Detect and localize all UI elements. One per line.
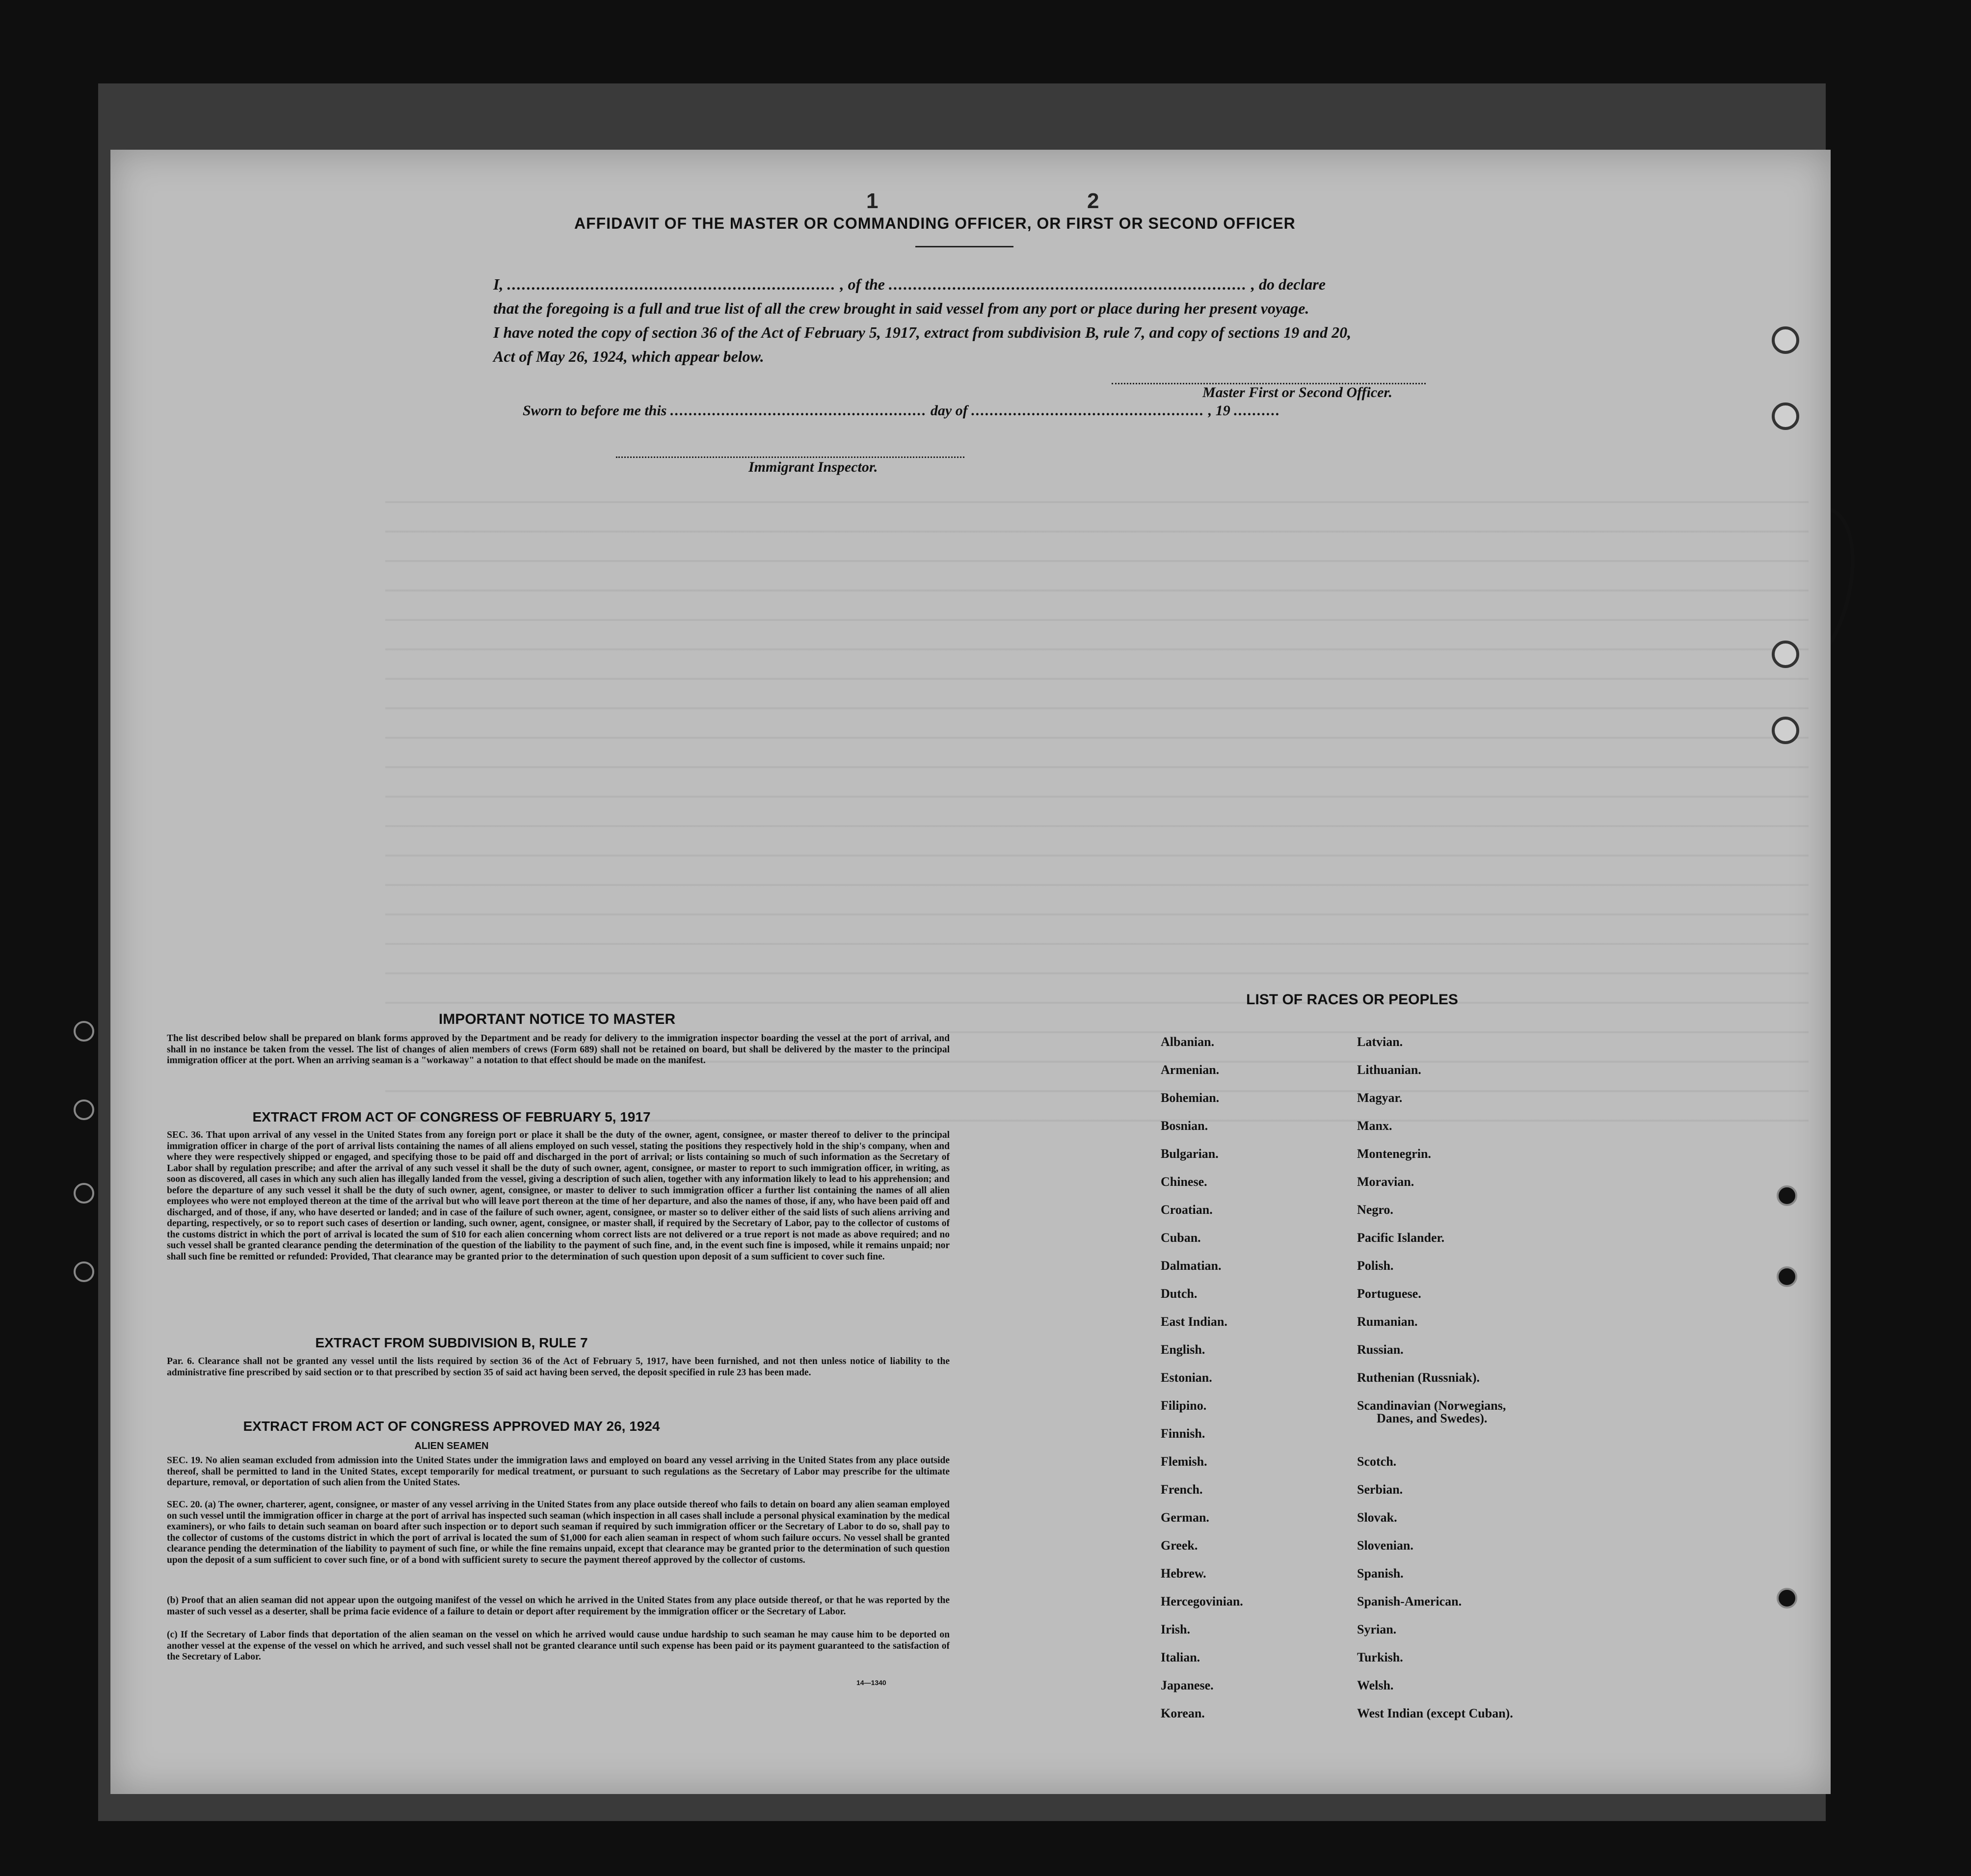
race-item: Welsh.: [1357, 1678, 1394, 1692]
race-item: Korean.: [1161, 1706, 1205, 1720]
race-item: Dutch.: [1161, 1286, 1198, 1301]
race-item: Hercegovinian.: [1161, 1594, 1243, 1608]
sworn-month-blank[interactable]: ..................................................: [971, 402, 1205, 419]
notice-title: IMPORTANT NOTICE TO MASTER: [438, 1011, 676, 1027]
race-item: Serbian.: [1357, 1482, 1403, 1497]
inspector-signature-line[interactable]: [616, 456, 964, 458]
page-mark-left: 1: [866, 189, 879, 213]
name-blank[interactable]: ...................................................................: [507, 275, 836, 293]
affidavit-line-1: [493, 272, 1455, 296]
punch-hole: [74, 1261, 94, 1282]
race-item: Magyar.: [1357, 1091, 1403, 1105]
race-item: German.: [1161, 1510, 1209, 1525]
race-item: Flemish.: [1161, 1454, 1207, 1469]
race-item: West Indian (except Cuban).: [1357, 1706, 1513, 1720]
rule7-heading: EXTRACT FROM SUBDIVISION B, RULE 7: [315, 1335, 588, 1350]
sworn-line: [523, 402, 1280, 419]
race-item: Bohemian.: [1161, 1091, 1220, 1105]
sworn-year: , 19: [1208, 402, 1230, 419]
punch-hole: [74, 1099, 94, 1120]
affidavit-line-2: that the foregoing is a full and true list of all the crew brought in said vessel from any port or place during her present voyage.: [493, 299, 1309, 317]
race-item: Hebrew.: [1161, 1566, 1206, 1581]
race-item: Polish.: [1357, 1259, 1394, 1273]
race-item: Latvian.: [1357, 1035, 1403, 1049]
sec-20a-text: SEC. 20. (a) The owner, charterer, agent, consignee, or master of any vessel arriving in the United States from any place outside thereof who fails to detain on board any alien seaman employed on such vessel until the immigration officer in charge at the port of arrival has inspected such seaman (which inspection in all cases shall include a personal physical examination by the medical examiners), or who fails to detain such seaman on board after such inspection or to deport such seaman if required by such immigration officer or the Secretary of Labor to do so, shall pay to the collector of customs of the customs district in which the port of arrival is located the sum of $1,000 for each alien seaman in respect of whom such failure occurs. No vessel shall be granted clearance pending the determination of the liability to payment of such fine, or while the fine remains unpaid, except that clearance may be granted prior to the determination of such question upon the deposit of a sum sufficient to cover such fine, or of a bond with sufficient surety to secure the payment thereof approved by the collector of customs.: [167, 1500, 950, 1565]
race-item: Greek.: [1161, 1538, 1198, 1553]
punch-hole: [1777, 1588, 1797, 1608]
extract-1917-text: SEC. 36. That upon arrival of any vessel in the United States from any foreign port or place it shall be the duty of the owner, agent, consignee, or master thereof to deliver to the principal immigration officer in charge of the port of arrival lists containing the names of all aliens employed on such vessel, stating the positions they respectively hold in the ship's company, when and where they were respectively shipped or engaged, and specifying those to be paid off and discharged in the port of arrival; or lists containing so much of such information as the Secretary of Labor shall by regulation prescribe; and after the arrival of any such vessel it shall be the duty of such owner, agent, consignee, or master to report to such immigration officer, in writing, as soon as discovered, all cases in which any such alien has illegally landed from the vessel, giving a description of such alien, together with any information likely to lead to his apprehension; and before the departure of any such vessel it shall be the duty of such owner, agent, consignee, or master to deliver to such immigration officer a further list containing the names of all alien employees who were not employed thereon at the time of the arrival but who will leave port thereon at the time of her departure, and also the names of those, if any, who have been paid off and discharged, and of those, if any, who have deserted or landed; and in case of the failure of such owner, agent, consignee, or master so to deliver either of the said lists of such aliens arriving and departing, respectively, or so to report such cases of desertion or landing, such owner, agent, consignee, or master shall, if required by the Secretary of Labor, pay to the collector of customs of the customs district in which the port of arrival is located the sum of $10 for each alien concerning whom correct lists are not delivered or a true report is not made as above required; and no such vessel shall be granted clearance pending the determination of the question of the liability to the payment of such fine, and, in the event such fine is imposed, while it remains unpaid; nor shall such fine be remitted or refunded: Provided, That clearance may be granted prior to the determination of such question upon deposit of a sum sufficient to cover such fine.: [167, 1130, 950, 1262]
race-item: Cuban.: [1161, 1231, 1201, 1245]
affidavit-body: [493, 272, 1455, 369]
sec-19-text: SEC. 19. No alien seaman excluded from admission into the United States under the immigration laws and employed on board any vessel arriving in the United States from any place outside thereof, shall be permitted to land in the United States, except temporarily for medical treatment, or pursuant to such regulations as the Secretary of Labor may prescribe for the ultimate departure, removal, or deportation of such alien from the United States.: [167, 1455, 950, 1488]
form-page: [110, 150, 1831, 1794]
sworn-day-of: day of: [930, 402, 968, 419]
race-item: Slovak.: [1357, 1510, 1397, 1525]
race-item: Japanese.: [1161, 1678, 1214, 1692]
vessel-blank[interactable]: .........................................................................: [889, 275, 1247, 293]
race-item: Spanish.: [1357, 1566, 1404, 1581]
race-item: French.: [1161, 1482, 1203, 1497]
races-list-left: [1161, 1036, 1243, 1735]
race-item: Russian.: [1357, 1342, 1404, 1357]
race-item: Italian.: [1161, 1650, 1200, 1664]
sworn-prefix: Sworn to before me this: [523, 402, 667, 419]
extract-1917-heading: EXTRACT FROM ACT OF CONGRESS OF FEBRUARY 5, 1917: [252, 1109, 651, 1125]
race-item: Negro.: [1357, 1203, 1393, 1217]
affidavit-line-3: I have noted the copy of section 36 of the Act of February 5, 1917, extract from subdivision B, rule 7, and copy of sections 19 and 20,: [493, 323, 1352, 341]
sec-20b-text: (b) Proof that an alien seaman did not appear upon the outgoing manifest of the vessel on which he arrived in the United States from any place outside thereof, or that he was reported by the master of such vessel as a deserter, shall be prima facie evidence of a failure to detain or deport after requirement by the immigration officer or the Secretary of Labor.: [167, 1595, 950, 1617]
binder-ring: [1772, 717, 1799, 744]
race-item-line: Danes, and Swedes).: [1377, 1411, 1488, 1425]
race-item: Manx.: [1357, 1119, 1392, 1133]
race-item: Finnish.: [1161, 1426, 1205, 1441]
race-item: Dalmatian.: [1161, 1259, 1222, 1273]
binder-ring: [1772, 402, 1799, 430]
binder-ring: [1772, 641, 1799, 668]
race-item: Albanian.: [1161, 1035, 1215, 1049]
rule7-text: Par. 6. Clearance shall not be granted any vessel until the lists required by section 36 of the Act of February 5, 1917, have been furnished, and not then unless notice of liability to the administrative fine prescribed by said section or to that prescribed by section 35 of said act having been served, the deposit specified in rule 23 has been made.: [167, 1356, 950, 1378]
sec-20c-text: (c) If the Secretary of Labor finds that deportation of the alien seaman on the vessel on which he arrived would cause undue hardship to such seaman he may cause him to be deported on another vessel at the expense of the vessel on which he arrived, and such vessel shall not be granted clearance until such expense has been paid or its payment guaranteed to the satisfaction of the Secretary of Labor.: [167, 1630, 950, 1662]
race-item: Chinese.: [1161, 1175, 1207, 1189]
race-item: Montenegrin.: [1357, 1147, 1431, 1161]
race-item: Spanish-American.: [1357, 1594, 1462, 1608]
affidavit-of-the: , of the: [840, 275, 885, 293]
race-item: Portuguese.: [1357, 1286, 1421, 1301]
race-item: Slovenian.: [1357, 1538, 1413, 1553]
punch-hole: [74, 1021, 94, 1042]
punch-hole: [74, 1183, 94, 1204]
sworn-year-blank[interactable]: ..........: [1234, 402, 1281, 419]
race-item: Irish.: [1161, 1622, 1190, 1636]
title-divider: [915, 246, 1013, 247]
sworn-date-blank[interactable]: .......................................................: [670, 402, 927, 419]
binder-ring: [1772, 326, 1799, 354]
race-item: Ruthenian (Russniak).: [1357, 1370, 1480, 1385]
extract-1924-heading: EXTRACT FROM ACT OF CONGRESS APPROVED MAY 26, 1924: [243, 1419, 660, 1434]
race-item: Bosnian.: [1161, 1119, 1208, 1133]
page-mark-right: 2: [1087, 189, 1099, 213]
race-item: Turkish.: [1357, 1650, 1403, 1664]
form-number: 14—1340: [856, 1679, 886, 1687]
race-item: Filipino.: [1161, 1398, 1207, 1413]
race-item: Rumanian.: [1357, 1314, 1418, 1329]
race-item: Armenian.: [1161, 1063, 1220, 1077]
race-item: Syrian.: [1357, 1622, 1397, 1636]
races-title: LIST OF RACES OR PEOPLES: [1246, 992, 1458, 1008]
alien-seamen-subheading: ALIEN SEAMEN: [414, 1441, 489, 1451]
affidavit-i: I,: [493, 275, 504, 293]
race-item: Scotch.: [1357, 1454, 1397, 1469]
races-list-right: [1357, 1036, 1513, 1735]
notice-text: The list described below shall be prepared on blank forms approved by the Department and be ready for delivery to the immigration inspector boarding the vessel at the port of arrival, and shall in no instance be taken from the vessel. The list of changes of alien members of crews (Form 689) shall not be retained on board, but shall be delivered by the master to the principal immigration officer at the port. When an arriving seaman is a "workaway" a notation to that effect should be made on the manifest.: [167, 1033, 950, 1066]
punch-hole: [1777, 1185, 1797, 1206]
signature-label: Master First or Second Officer.: [1202, 384, 1392, 401]
race-item-line: Scandinavian (Norwegians,: [1357, 1398, 1506, 1413]
affidavit-title: AFFIDAVIT OF THE MASTER OR COMMANDING OFFICER, OR FIRST OR SECOND OFFICER: [574, 214, 1296, 232]
affidavit-line-4: Act of May 26, 1924, which appear below.: [493, 348, 764, 365]
race-item: East Indian.: [1161, 1314, 1227, 1329]
race-item: Pacific Islander.: [1357, 1231, 1445, 1245]
race-item: Lithuanian.: [1357, 1063, 1421, 1077]
race-item: Croatian.: [1161, 1203, 1213, 1217]
inspector-label: Immigrant Inspector.: [748, 459, 878, 475]
punch-hole: [1777, 1266, 1797, 1287]
race-item: Moravian.: [1357, 1175, 1414, 1189]
affidavit-declare: , do declare: [1251, 275, 1326, 293]
race-item: Estonian.: [1161, 1370, 1212, 1385]
race-item: Bulgarian.: [1161, 1147, 1219, 1161]
race-item: English.: [1161, 1342, 1205, 1357]
race-item: [1357, 1399, 1513, 1455]
